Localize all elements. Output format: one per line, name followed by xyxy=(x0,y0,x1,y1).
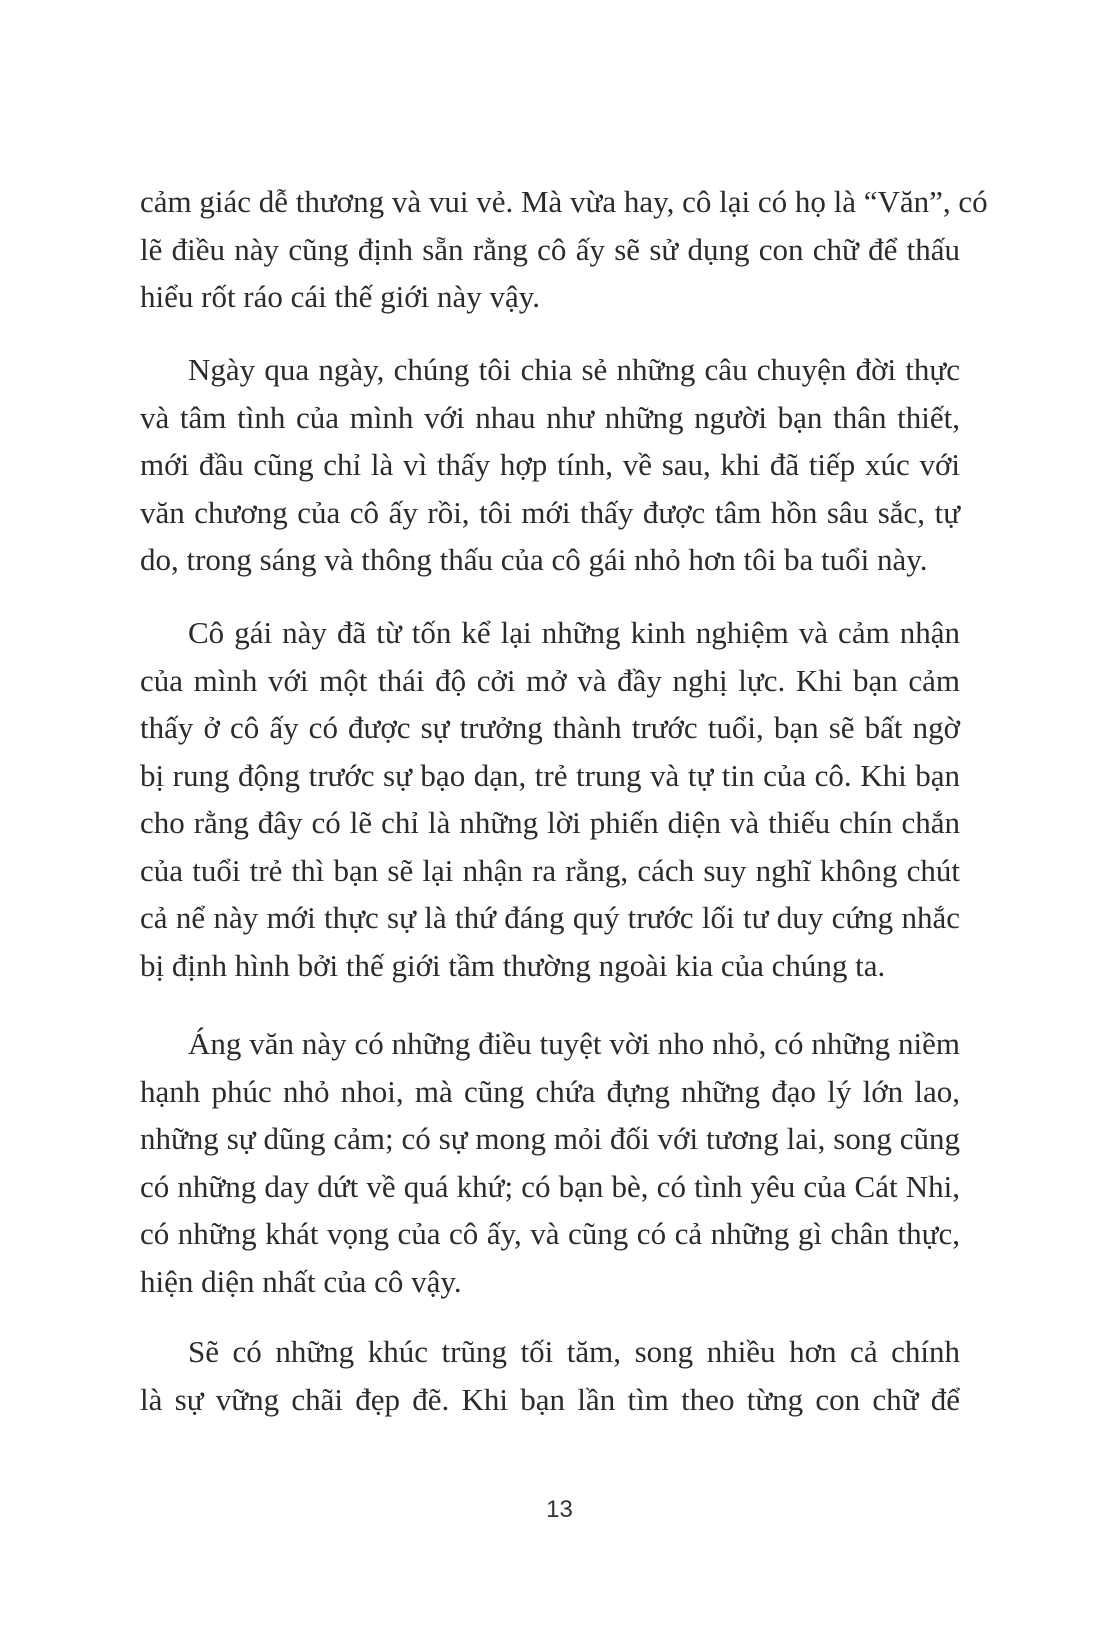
text-line: và tâm tình của mình với nhau như những người bạn thân thiết, xyxy=(140,399,960,435)
paragraph-5 xyxy=(140,1328,960,1423)
text-line: thấy ở cô ấy có được sự trưởng thành trước tuổi, bạn sẽ bất ngờ xyxy=(140,710,960,745)
page-number: 13 xyxy=(546,1496,573,1523)
text-line: của tuổi trẻ thì bạn sẽ lại nhận ra rằng, cách suy nghĩ không chút xyxy=(140,852,960,888)
text-line: những sự dũng cảm; có sự mong mỏi đối với tương lai, song cũng xyxy=(140,1121,960,1156)
text-line: văn chương của cô ấy rồi, tôi mới thấy được tâm hồn sâu sắc, tự xyxy=(140,494,960,530)
text-line: lẽ điều này cũng định sẵn rằng cô ấy sẽ sử dụng con chữ để thấu xyxy=(140,231,960,267)
text-line: Ngày qua ngày, chúng tôi chia sẻ những câu chuyện đời thực xyxy=(188,352,960,387)
paragraph-4 xyxy=(140,1020,960,1305)
text-line: Cô gái này đã từ tốn kể lại những kinh nghiệm và cảm nhận xyxy=(188,615,960,650)
paragraph-1 xyxy=(140,178,988,321)
text-line: hạnh phúc nhỏ nhoi, mà cũng chứa đựng những đạo lý lớn lao, xyxy=(140,1073,960,1109)
text-line: Áng văn này có những điều tuyệt vời nho nhỏ, có những niềm xyxy=(188,1026,960,1061)
text-line: hiện diện nhất của cô vậy. xyxy=(140,1263,462,1299)
text-line: có những day dứt về quá khứ; có bạn bè, có tình yêu của Cát Nhi, xyxy=(140,1168,960,1204)
text-line: bị rung động trước sự bạo dạn, trẻ trung và tự tin của cô. Khi bạn xyxy=(140,757,960,793)
text-line: mới đầu cũng chỉ là vì thấy hợp tính, về sau, khi đã tiếp xúc với xyxy=(140,447,960,482)
text-line: hiểu rốt ráo cái thế giới này vậy. xyxy=(140,279,541,314)
paragraph-3 xyxy=(140,609,960,989)
paragraph-2 xyxy=(140,346,960,584)
text-line: có những khát vọng của cô ấy, và cũng có cả những gì chân thực, xyxy=(140,1216,960,1251)
text-line: cho rằng đây có lẽ chỉ là những lời phiến diện và thiếu chín chắn xyxy=(140,805,960,840)
text-line: cả nể này mới thực sự là thứ đáng quý trước lối tư duy cứng nhắc xyxy=(140,900,960,935)
text-line: do, trong sáng và thông thấu của cô gái nhỏ hơn tôi ba tuổi này. xyxy=(140,542,928,577)
text-line: bị định hình bởi thế giới tầm thường ngoài kia của chúng ta. xyxy=(140,947,886,983)
text-line: là sự vững chãi đẹp đẽ. Khi bạn lần tìm theo từng con chữ để xyxy=(140,1381,960,1417)
text-line: của mình với một thái độ cởi mở và đầy nghị lực. Khi bạn cảm xyxy=(140,662,960,698)
text-line: Sẽ có những khúc trũng tối tăm, song nhiều hơn cả chính xyxy=(188,1334,960,1369)
text-line: cảm giác dễ thương và vui vẻ. Mà vừa hay, cô lại có họ là “Văn”, có xyxy=(140,184,988,219)
